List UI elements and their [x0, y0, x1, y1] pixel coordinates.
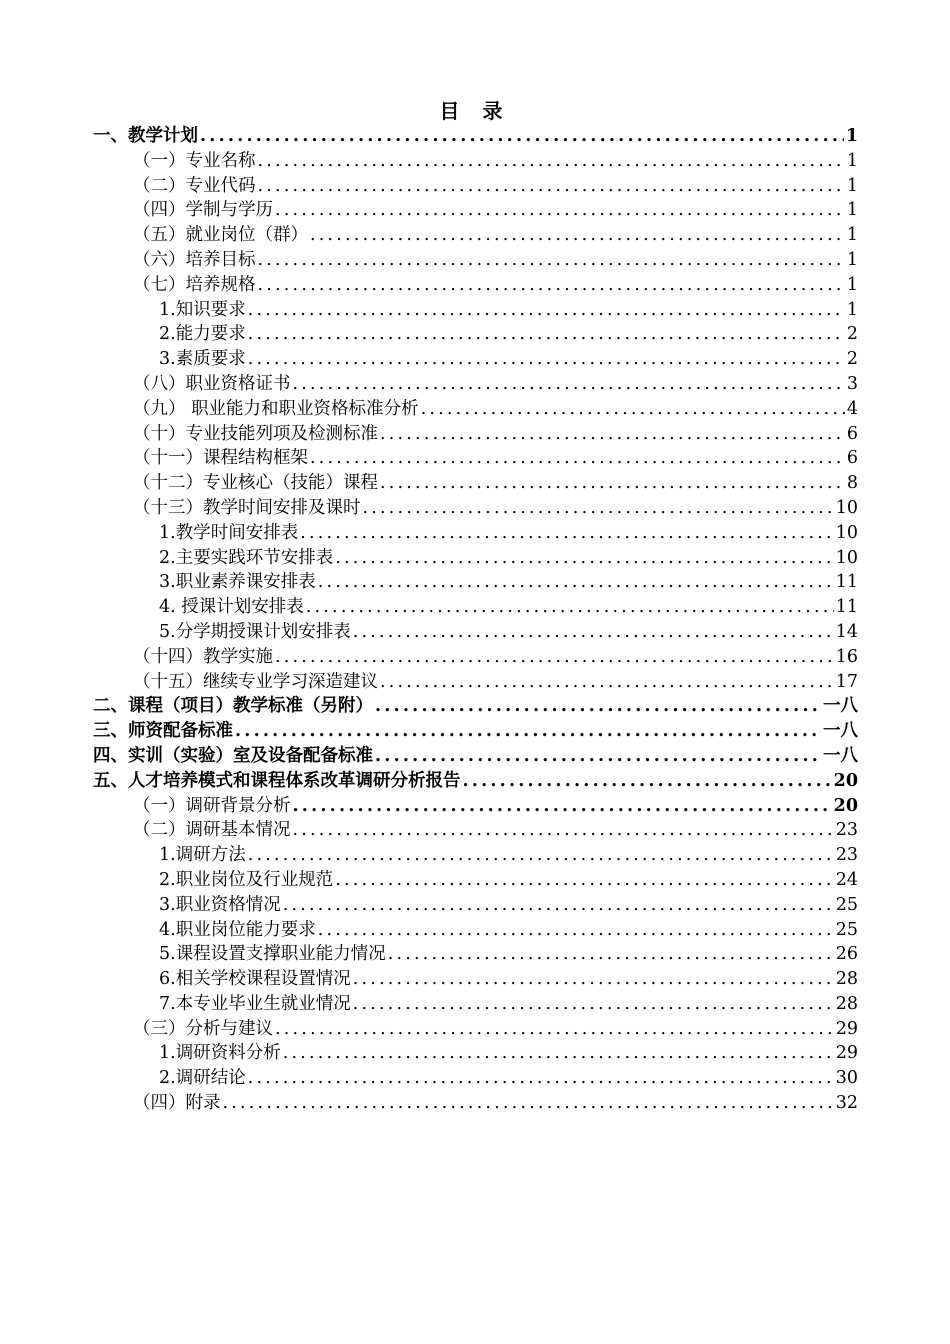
dot-leader: [283, 1041, 834, 1066]
toc-entry-page-number: 14: [835, 621, 858, 642]
dot-leader: [275, 1017, 834, 1042]
toc-entry[interactable]: [93, 620, 858, 645]
toc-entry-label: 3.素质要求: [159, 349, 246, 370]
toc-entry[interactable]: [93, 521, 858, 546]
dot-leader: [380, 670, 834, 695]
dot-leader: [248, 843, 834, 868]
dot-leader: [258, 174, 845, 199]
dot-leader: [293, 794, 832, 819]
toc-entry-label: （十三）教学时间安排及课时: [133, 497, 361, 518]
dot-leader: [353, 992, 834, 1017]
toc-entry-page-number: 一八: [823, 696, 858, 717]
toc-entry-label: 1.知识要求: [159, 299, 246, 320]
dot-leader: [248, 1066, 834, 1091]
toc-entry[interactable]: [93, 992, 858, 1017]
toc-entry[interactable]: [93, 124, 858, 149]
toc-entry-label: 6.相关学校课程设置情况: [159, 969, 351, 990]
dot-leader: [293, 372, 845, 397]
toc-entry-label: （六）培养目标: [133, 249, 256, 270]
dot-leader: [200, 124, 844, 149]
dot-leader: [248, 298, 845, 323]
toc-entry-label: 1.调研资料分析: [159, 1043, 281, 1064]
dot-leader: [306, 595, 834, 620]
toc-entry-page-number: 30: [835, 1068, 858, 1089]
toc-entry-label: 5.课程设置支撑职业能力情况: [159, 944, 386, 965]
toc-entry[interactable]: [93, 149, 858, 174]
toc-entry-label: （一）调研背景分析: [133, 795, 291, 816]
dot-leader: [335, 868, 834, 893]
toc-entry-page-number: 20: [833, 795, 858, 816]
toc-entry-label: （三）分析与建议: [133, 1018, 273, 1039]
toc-entry-page-number: 28: [835, 993, 858, 1014]
dot-leader: [258, 149, 845, 174]
toc-entry[interactable]: [93, 818, 858, 843]
toc-entry-page-number: 1: [846, 274, 858, 295]
toc-entry-label: 1.教学时间安排表: [159, 522, 299, 543]
toc-entry[interactable]: [93, 670, 858, 695]
toc-entry-page-number: 1: [846, 225, 858, 246]
toc-entry[interactable]: [93, 794, 858, 819]
toc-entry-label: 2.能力要求: [159, 324, 246, 345]
toc-entry-label: （七）培养规格: [133, 274, 256, 295]
toc-entry[interactable]: [93, 595, 858, 620]
toc-entry[interactable]: [93, 198, 858, 223]
toc-entry[interactable]: [93, 422, 858, 447]
dot-leader: [353, 967, 834, 992]
toc-entry[interactable]: [93, 843, 858, 868]
toc-entry-page-number: 1: [845, 126, 858, 146]
dot-leader: [235, 719, 821, 744]
toc-entry-page-number: 6: [846, 448, 858, 469]
dot-leader: [275, 645, 834, 670]
toc-entry-label: （十一）课程结构框架: [133, 448, 308, 469]
toc-entry-label: 五、人才培养模式和课程体系改革调研分析报告: [93, 770, 461, 791]
dot-leader: [463, 769, 832, 794]
toc-entry-page-number: 1: [846, 150, 858, 171]
toc-entry[interactable]: [93, 918, 858, 943]
toc-entry[interactable]: [93, 1041, 858, 1066]
toc-entry[interactable]: [93, 372, 858, 397]
toc-entry-page-number: 29: [835, 1043, 858, 1064]
toc-entry-label: （八）职业资格证书: [133, 373, 291, 394]
toc-entry[interactable]: [93, 694, 858, 719]
toc-entry[interactable]: [93, 446, 858, 471]
toc-entry[interactable]: [93, 719, 858, 744]
dot-leader: [310, 446, 845, 471]
dot-leader: [275, 198, 845, 223]
toc-entry[interactable]: [93, 223, 858, 248]
toc-entry-label: （四）附录: [133, 1093, 221, 1114]
dot-leader: [283, 893, 834, 918]
toc-entry-label: （十四）教学实施: [133, 646, 273, 667]
toc-entry-label: 四、实训（实验）室及设备配备标准: [93, 745, 373, 766]
toc-entry-page-number: 24: [835, 869, 858, 890]
toc-entry-page-number: 25: [835, 894, 858, 915]
toc-entry[interactable]: [93, 893, 858, 918]
dot-leader: [375, 744, 821, 769]
toc-entry-page-number: 10: [835, 522, 858, 543]
dot-leader: [248, 322, 845, 347]
toc-entry-page-number: 10: [835, 547, 858, 568]
toc-entry-page-number: 23: [835, 845, 858, 866]
toc-entry-label: 2.主要实践环节安排表: [159, 547, 334, 568]
dot-leader: [318, 570, 834, 595]
toc-entry-label: 7.本专业毕业生就业情况: [159, 993, 351, 1014]
toc-entry-page-number: 23: [835, 820, 858, 841]
dot-leader: [300, 521, 834, 546]
toc-entry[interactable]: [93, 174, 858, 199]
toc-entry-page-number: 29: [835, 1018, 858, 1039]
toc-entry-label: 4. 授课计划安排表: [159, 597, 304, 618]
dot-leader: [380, 471, 845, 496]
toc-entry[interactable]: [93, 248, 858, 273]
toc-entry[interactable]: [93, 347, 858, 372]
dot-leader: [375, 694, 821, 719]
toc-entry-label: 三、师资配备标准: [93, 721, 233, 742]
toc-entry-label: 2.职业岗位及行业规范: [159, 869, 334, 890]
toc-entry-label: 1.调研方法: [159, 845, 246, 866]
toc-entry-page-number: 11: [835, 597, 858, 618]
toc-entry-label: （二）调研基本情况: [133, 820, 291, 841]
toc-entry-label: 二、课程（项目）教学标准（另附）: [93, 696, 373, 717]
toc-entry-label: （五）就业岗位（群）: [133, 225, 308, 246]
dot-leader: [388, 942, 834, 967]
toc-entry-page-number: 17: [835, 671, 858, 692]
toc-entry-label: 2.调研结论: [159, 1068, 246, 1089]
dot-leader: [363, 496, 834, 521]
toc-entry[interactable]: [93, 942, 858, 967]
toc-entry-page-number: 10: [835, 497, 858, 518]
dot-leader: [258, 248, 845, 273]
toc-entry-page-number: 32: [835, 1093, 858, 1114]
toc-entry-page-number: 16: [835, 646, 858, 667]
toc-title: 目 录: [439, 99, 511, 123]
toc-entry[interactable]: [93, 570, 858, 595]
toc-entry-label: （二）专业代码: [133, 175, 256, 196]
toc-entry[interactable]: [93, 967, 858, 992]
dot-leader: [310, 223, 845, 248]
dot-leader: [258, 273, 845, 298]
toc-entry-page-number: 2: [846, 349, 858, 370]
toc-entry[interactable]: [93, 769, 858, 794]
dot-leader: [293, 818, 834, 843]
toc-entry-label: （十五）继续专业学习深造建议: [133, 671, 378, 692]
toc-entry[interactable]: [93, 298, 858, 323]
toc-entry[interactable]: [93, 645, 858, 670]
toc-entry-label: （十）专业技能列项及检测标准: [133, 423, 378, 444]
toc-entry-page-number: 1: [846, 200, 858, 221]
toc-entry-page-number: 一八: [823, 745, 858, 766]
dot-leader: [421, 397, 845, 422]
toc-entry[interactable]: [93, 868, 858, 893]
toc-entry-page-number: 3: [846, 373, 858, 394]
toc-entry[interactable]: [93, 546, 858, 571]
toc-entry-label: （十二）专业核心（技能）课程: [133, 473, 378, 494]
toc-entry-page-number: 1: [846, 299, 858, 320]
toc-entry-page-number: 1: [846, 249, 858, 270]
dot-leader: [223, 1091, 834, 1116]
toc-entry-page-number: 26: [835, 944, 858, 965]
toc-entry[interactable]: [93, 1091, 858, 1116]
toc-entry[interactable]: [93, 397, 858, 422]
toc-entry-page-number: 一八: [823, 721, 858, 742]
toc-entry[interactable]: [93, 1066, 858, 1091]
toc-entry[interactable]: [93, 273, 858, 298]
toc-entry-label: 4.职业岗位能力要求: [159, 919, 316, 940]
toc-entry-label: 5.分学期授课计划安排表: [159, 621, 351, 642]
toc-entry-page-number: 11: [835, 572, 858, 593]
toc-entry-page-number: 4: [846, 398, 858, 419]
dot-leader: [380, 422, 845, 447]
toc-entry[interactable]: [93, 1017, 858, 1042]
toc-entry-label: （四）学制与学历: [133, 200, 273, 221]
toc-entry[interactable]: [93, 471, 858, 496]
toc-entry-label: 3.职业资格情况: [159, 894, 281, 915]
toc-entry[interactable]: [93, 322, 858, 347]
toc-entry-page-number: 25: [835, 919, 858, 940]
toc-entry-page-number: 6: [846, 423, 858, 444]
dot-leader: [318, 918, 834, 943]
toc-entry-page-number: 1: [846, 175, 858, 196]
dot-leader: [248, 347, 845, 372]
toc-entry-page-number: 28: [835, 969, 858, 990]
toc-entry-page-number: 8: [846, 473, 858, 494]
dot-leader: [353, 620, 834, 645]
toc-entry-label: 一、教学计划: [93, 126, 198, 146]
toc-entry-label: 3.职业素养课安排表: [159, 572, 316, 593]
toc-entry[interactable]: [93, 744, 858, 769]
toc-entry[interactable]: [93, 496, 858, 521]
toc-entry-label: （九） 职业能力和职业资格标准分析: [133, 398, 419, 419]
dot-leader: [335, 546, 834, 571]
toc-entry-page-number: 20: [833, 770, 858, 791]
table-of-contents: [93, 124, 858, 1116]
toc-entry-label: （一）专业名称: [133, 150, 256, 171]
toc-entry-page-number: 2: [846, 324, 858, 345]
